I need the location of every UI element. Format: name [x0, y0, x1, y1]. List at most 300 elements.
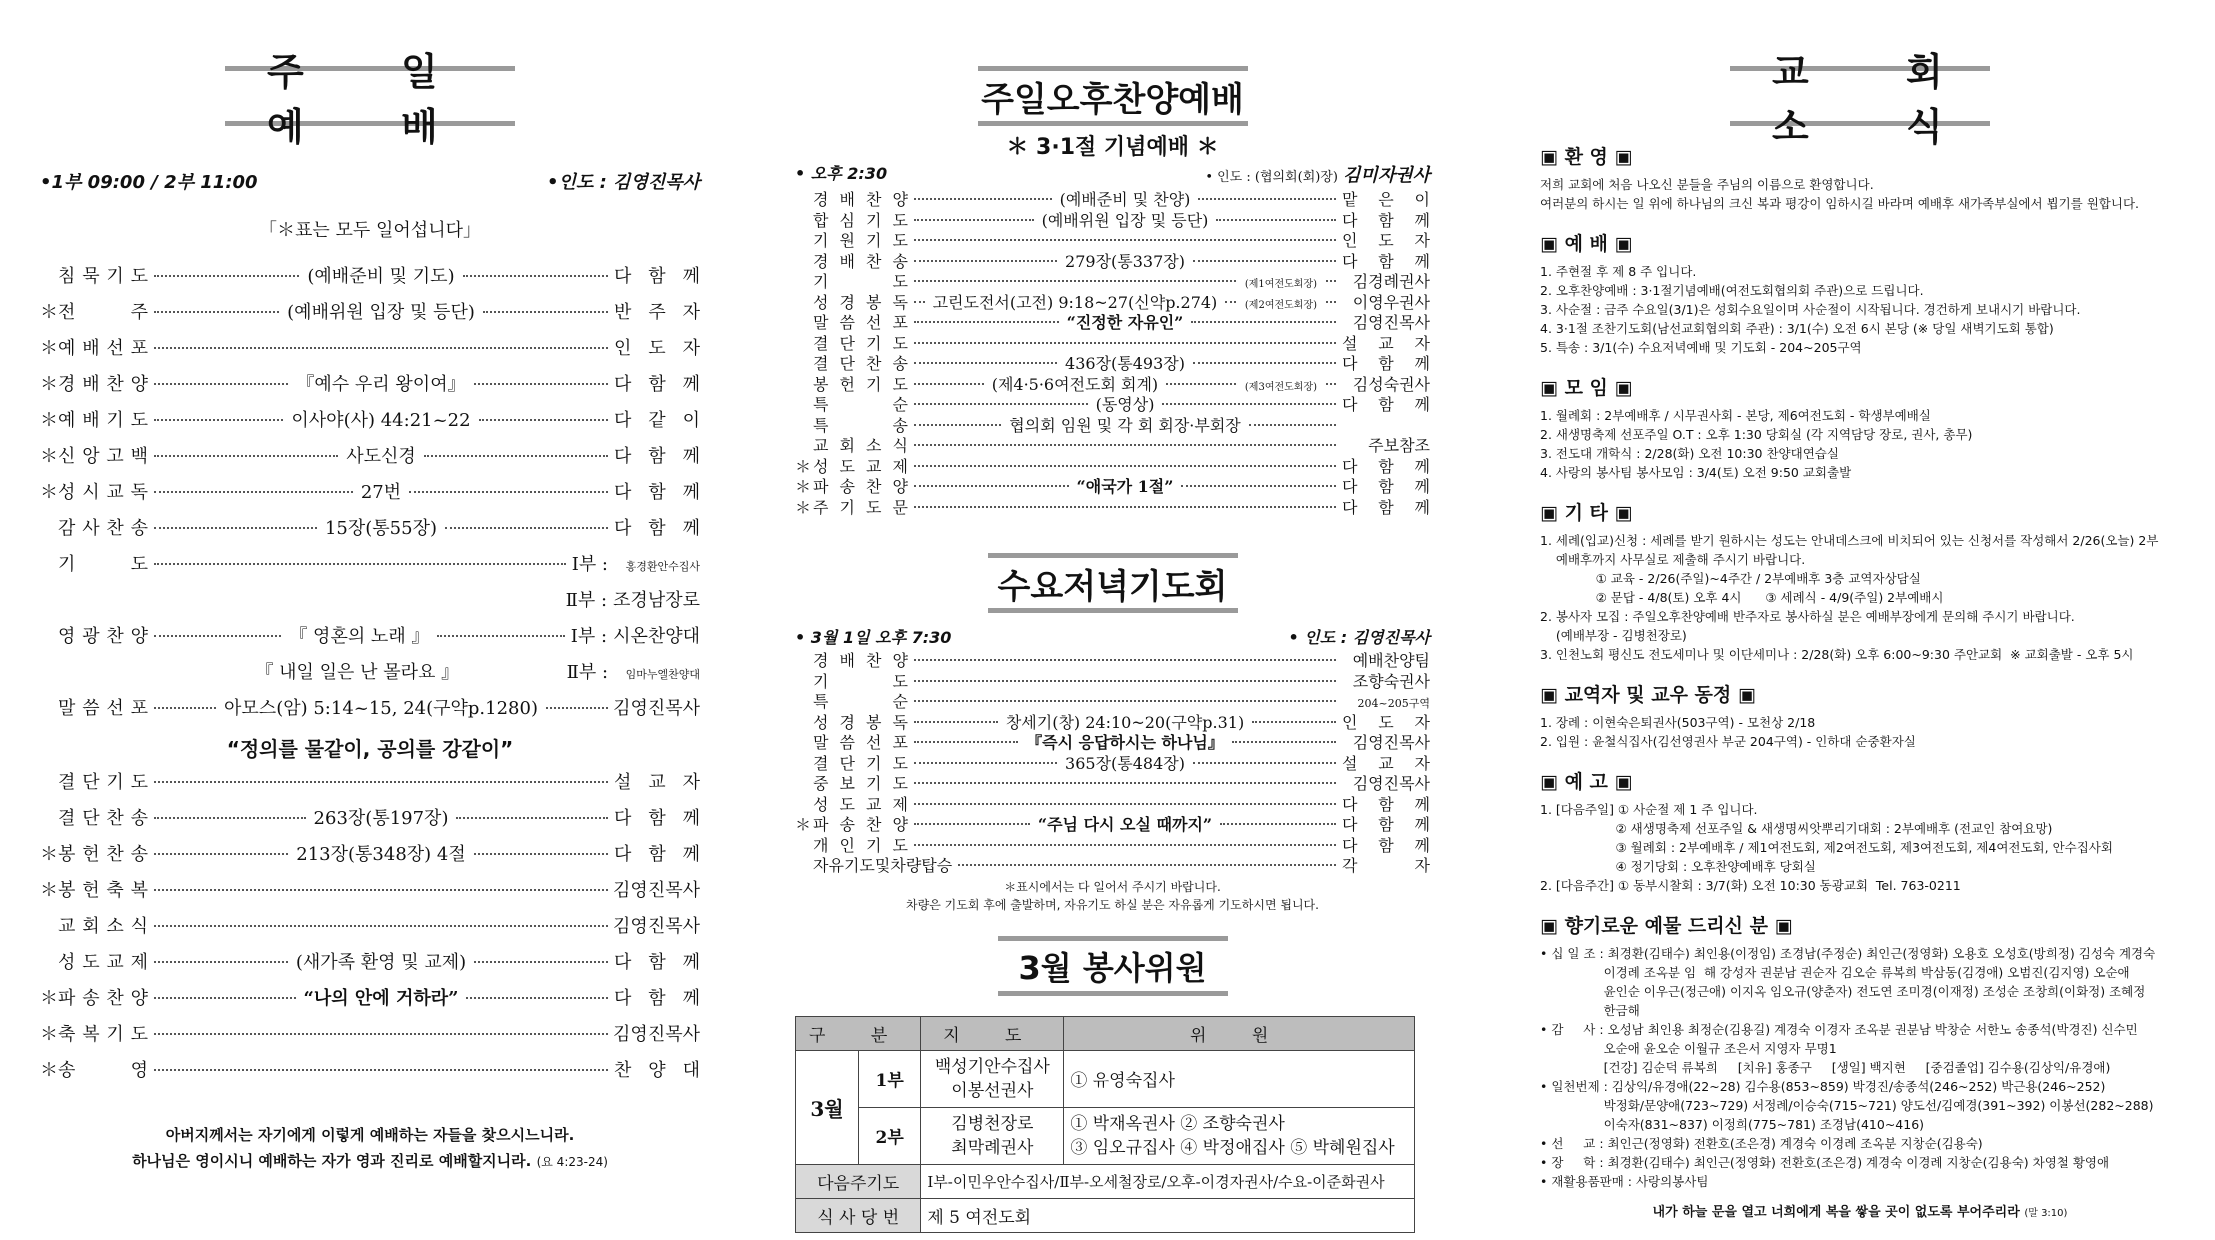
order-content: 고린도전서(고전) 9:18~27(신약p.274): [932, 292, 1218, 312]
order-content: 『예수 우리 왕이여』: [296, 374, 466, 395]
order-person: 찬 양 대: [614, 1060, 700, 1081]
order-row: [795, 413, 1430, 434]
news-line: 2. 입원 : 윤철식집사(김선영권사 부군 204구역) - 인하대 순중환자실: [1540, 734, 1916, 749]
order-label: 결 단 찬 송: [58, 808, 148, 829]
order-content: (예배준비 및 기도): [307, 266, 455, 287]
order-person: 다 함 께: [1342, 815, 1431, 834]
order-content: (동영상): [1095, 395, 1155, 414]
order-row: [795, 269, 1430, 290]
order-label: 특 송: [813, 415, 908, 435]
church-news-title: 교 회 소 식: [1730, 66, 1990, 126]
leader-dots: [1326, 280, 1336, 282]
leader-dots: [914, 680, 1336, 682]
order-row: [795, 310, 1430, 331]
news-line: 박정화/문양애(723~729) 서정례/이승숙(715~721) 양도선/김예경(391~392) 이봉선(282~288): [1540, 1098, 2154, 1113]
leader-dots: [914, 198, 1052, 200]
welcome-section: [1540, 175, 2180, 213]
order-person: 김영진목사: [1352, 313, 1430, 332]
order-row: [40, 876, 700, 912]
news-line: 오순애 윤오순 이월규 조은서 지영자 무명1: [1540, 1041, 1837, 1056]
church-news-column: [1540, 0, 2180, 1220]
order-label: 기 원 기 도: [813, 231, 908, 250]
afternoon-service-info: [795, 161, 1430, 187]
leader-dots: [1232, 741, 1336, 743]
leader-dots: [1326, 301, 1336, 303]
order-content: 279장(통337장): [1065, 251, 1185, 271]
order-label: 특 순: [813, 395, 908, 414]
order-label: 전 주: [58, 302, 148, 323]
order-content: “나의 안에 거하라”: [303, 988, 459, 1009]
news-line: • 감 사 : 오성남 최인용 최정순(김용길) 계경숙 이경자 조옥분 권분남 박창순 서한노 송종석(박경진) 신수민: [1540, 1022, 2138, 1037]
leader-dots: [914, 741, 1018, 743]
order-label: 결 단 찬 송: [813, 354, 908, 373]
leader-dots: [1162, 403, 1336, 405]
service-part: Ⅱ부 :: [565, 590, 608, 611]
leader-dots: [914, 762, 1057, 764]
leader-dots: [154, 817, 306, 819]
news-line: 저희 교회에 처음 나오신 분들을 주님의 이름으로 환영합니다.: [1540, 177, 1874, 192]
order-person: 다 함 께: [614, 374, 700, 395]
sunday-worship-title: 주 일 예 배: [225, 66, 515, 126]
order-label: 봉 헌 기 도: [813, 374, 908, 394]
order-row: [40, 948, 700, 984]
standing-mark: ＊: [40, 880, 58, 901]
leader-dots: [914, 485, 1069, 487]
leader-dots: [154, 1033, 608, 1035]
standing-mark: ＊: [40, 374, 58, 395]
afternoon-worship-title: 주일오후찬양예배: [978, 66, 1248, 126]
order-label: 경 배 찬 양: [813, 651, 908, 670]
order-label: 기 도: [58, 554, 148, 575]
bible-verse: [40, 1122, 700, 1175]
standing-mark: ＊: [40, 482, 58, 503]
order-label: 교 회 소 식: [58, 916, 148, 937]
order-person: 김영진목사: [1352, 774, 1430, 793]
news-line: 예배후까지 사무실로 제출해 주시기 바랍니다.: [1540, 552, 1806, 567]
order-label: 결 단 기 도: [813, 333, 908, 353]
order-person: 다 함 께: [1342, 251, 1430, 271]
order-person: 인 도 자: [1342, 231, 1430, 250]
order-person: 김영진목사: [613, 1024, 700, 1045]
order-label: 자 유 기 도 및 차 량 탑 승: [813, 856, 953, 875]
order-row: [40, 514, 700, 550]
leader-dots: [154, 275, 299, 277]
order-content: 27번: [360, 482, 402, 503]
leader-dots: [914, 403, 1088, 405]
leader-dots: [154, 563, 566, 565]
order-row: [40, 478, 700, 514]
order-row: [795, 812, 1430, 833]
wednesday-notes: ＊표시에서는 다 일어서 주시기 바랍니다. 차량은 기도회 후에 출발하며, 자유기도 하실 분은 자유롭게 기도하시면 됩니다.: [906, 879, 1319, 912]
order-label: 기 도: [813, 671, 908, 691]
leader-dots: [914, 782, 1336, 784]
leader-dots: [914, 362, 1057, 364]
order-person: 주보참조: [1368, 436, 1430, 455]
leader-dots: [445, 527, 608, 529]
order-person: 시온찬양대: [613, 626, 701, 647]
leader-dots: [1225, 301, 1236, 303]
order-row: [795, 187, 1430, 208]
order-row: [40, 804, 700, 840]
order-person: 김영진목사: [613, 698, 701, 719]
leader-dots: [479, 419, 608, 421]
news-line: 3. 전도대 개학식 : 2/28(화) 오전 10:30 찬양대연습실: [1540, 446, 1839, 461]
order-person: 204~205구역: [1357, 697, 1430, 710]
news-body: [1540, 142, 2180, 1220]
leader-dots: [154, 311, 279, 313]
order-person: 다 함 께: [614, 952, 700, 973]
order-row: [795, 351, 1430, 372]
standing-mark: ＊: [40, 988, 58, 1009]
news-line: 2. 봉사자 모집 : 주일오후찬양예배 반주자로 봉사하실 분은 예배부장에게 문의해 주시기 바랍니다.: [1540, 609, 2075, 624]
news-line: 3. 사순절 : 금주 수요일(3/1)은 성회수요일이며 사순절이 시작됩니다. 경건하게 보내시기 바랍니다.: [1540, 302, 2081, 317]
order-row: [40, 622, 700, 658]
order-content: 이사야(사) 44:21~22: [291, 410, 471, 431]
order-content: 『 내일 일은 난 몰라요 』: [255, 662, 460, 683]
order-row: [795, 228, 1430, 249]
order-content: “진정한 자유인”: [1066, 313, 1184, 332]
order-label: 신 앙 고 백: [58, 446, 148, 467]
leader-dots: [1193, 762, 1336, 764]
order-label: 파 송 찬 양: [58, 988, 148, 1009]
order-person: 인 도 자: [1342, 712, 1431, 732]
leader-dots: [1191, 321, 1336, 323]
order-content: 『 영혼의 노래 』: [289, 626, 430, 647]
order-content: 창세기(창) 24:10~20(구약p.31): [1005, 712, 1245, 732]
order-row: [795, 648, 1430, 669]
leader-dots: [463, 275, 608, 277]
order-row: [795, 290, 1430, 311]
sunday-worship-column: [40, 0, 700, 1175]
order-label: 예 배 선 포: [58, 338, 148, 359]
order-person: 다 함 께: [614, 844, 700, 865]
order-content: (제4·5·6여전도회 회계): [991, 374, 1159, 394]
leader-dots: [914, 260, 1057, 262]
leader-dots: [1198, 198, 1336, 200]
leader-dots: [914, 444, 1336, 446]
news-line: 5. 특송 : 3/1(수) 수요저녁예배 및 기도회 - 204~205구역: [1540, 340, 1862, 355]
order-label: 교 회 소 식: [813, 436, 908, 455]
order-person: 설 교 자: [1342, 753, 1430, 773]
service-part: Ⅱ부 :: [566, 662, 609, 683]
news-line: [건강] 김순덕 류복희 [치유] 홍종구 [생일] 백지현 [중검졸업] 김수용(김상익/유경애): [1540, 1060, 2111, 1075]
order-person: 다 같 이: [614, 410, 700, 431]
notice-heading: ▣ 예 고 ▣: [1540, 771, 1633, 793]
leader-dots: [1181, 485, 1336, 487]
wednesday-service-info: [795, 625, 1430, 648]
order-content: (예배준비 및 찬양): [1059, 190, 1191, 209]
order-label: 파 송 찬 양: [813, 477, 908, 496]
order-person: 예배찬양팀: [1352, 651, 1430, 670]
worship-heading: ▣ 예 배 ▣: [1540, 233, 1633, 255]
news-line: 4. 3·1절 조찬기도회(남선교회협의회 주관) : 3/1(수) 오전 6시 본당 (※ 당일 새벽기도회 통합): [1540, 321, 2054, 336]
offering-section: [1540, 944, 2180, 1191]
order-person: 김영진목사: [1352, 733, 1431, 752]
order-content: “애국가 1절”: [1076, 477, 1174, 496]
leader-dots: [154, 527, 317, 529]
order-row: [40, 1056, 700, 1092]
order-label: 말 씀 선 포: [58, 698, 148, 719]
order-label: 기 도: [813, 272, 908, 291]
order-row: [40, 658, 700, 694]
standing-note: 「＊표는 모두 일어섭니다」: [259, 220, 481, 241]
leader-dots: [456, 817, 608, 819]
leader-dots: [154, 997, 296, 999]
order-label: 파 송 찬 양: [813, 815, 908, 834]
leader-dots: [914, 280, 1236, 282]
news-line: 4. 사랑의 봉사팀 봉사모임 : 3/4(토) 오전 9:50 교회출발: [1540, 465, 1852, 480]
leader-dots: [914, 301, 925, 303]
order-person: 다 함 께: [1342, 395, 1431, 414]
order-row: [795, 853, 1430, 874]
march-volunteers-title: 3월 봉사위원: [998, 936, 1228, 996]
news-line: 3. 인천노회 평신도 전도세미나 및 이단세미나 : 2/28(화) 오후 6:00~9:30 주안교회 ※ 교회출발 - 오후 5시: [1540, 647, 2134, 662]
order-row: [40, 694, 700, 730]
order-person: 조향숙권사: [1352, 671, 1430, 691]
order-row: [795, 730, 1430, 751]
order-label: 성 경 봉 독: [813, 712, 908, 732]
order-person: 맡 은 이: [1342, 190, 1431, 209]
leader-dots: [914, 321, 1059, 323]
order-of-worship-2: [40, 768, 700, 1092]
sermon-title: “정의를 물같이, 공의를 강같이”: [226, 737, 514, 761]
news-line: 윤인순 이우근(정근애) 이지옥 임오규(양춘자) 전도연 조미경(이재정) 조성순 조창희(이화정) 조혜정: [1540, 984, 2146, 999]
news-line: (예배부장 - 김병천장로): [1540, 628, 1687, 643]
news-line: 1. 세례(입교)신청 : 세례를 받기 원하시는 성도는 안내데스크에 비치되어 있는 신청서를 작성해서 2/26(오늘) 2부: [1540, 533, 2159, 548]
leader-dots: [474, 961, 608, 963]
news-line: ① 교육 - 2/26(주일)~4주간 / 2부예배후 3층 교역자상담실: [1540, 571, 1921, 586]
order-content: (예배위원 입장 및 등단): [1041, 210, 1209, 230]
leader-dots: [1220, 823, 1336, 825]
order-label: 결 단 기 도: [58, 772, 148, 793]
order-person: 설 교 자: [1342, 333, 1430, 353]
leader-dots: [154, 347, 608, 349]
afternoon-time: • 오후 2:30: [795, 164, 888, 183]
order-person: 김영진목사: [613, 880, 700, 901]
order-label: 합 심 기 도: [813, 210, 908, 230]
leader-dots: [1252, 721, 1336, 723]
leader-dots: [914, 342, 1336, 344]
order-label: 예 배 기 도: [58, 410, 148, 431]
etc-heading: ▣ 기 타 ▣: [1540, 502, 1633, 524]
order-person: 다 함 께: [614, 808, 700, 829]
afternoon-leader: • 인도 : (협의회(회)장) 김미자권사: [1205, 165, 1430, 186]
order-person: 다 함 께: [1342, 210, 1431, 230]
role-note: (제3여전도회장): [1244, 381, 1318, 393]
leader-dots: [1326, 383, 1336, 385]
wednesday-leader: • 인도 : 김영진목사: [1288, 628, 1430, 647]
leader-dots: [154, 961, 288, 963]
news-line: 이숙자(831~837) 이정희(775~781) 조경남(410~416): [1540, 1117, 1925, 1132]
order-person: 임마누엘찬양대: [625, 668, 701, 681]
order-person: 홍경환안수집사: [625, 560, 700, 573]
order-label: 성 도 교 제: [813, 794, 908, 814]
standing-mark: ＊: [795, 497, 812, 517]
leader-dots: [1249, 424, 1336, 426]
leader-dots: [914, 803, 1336, 805]
order-row: [795, 249, 1430, 270]
volunteers-table: 구 분 지 도 위 원 3월 1부 백성기안수집사 이봉선권사 ① 유영숙집사 2부 김병천장로 최막례권사 ① 박재옥권사 ② 조향숙권사 ③ 임오규집사 ④ 박정애집사 ⑤ 박혜원집사 다음주기도 Ⅰ부-이민우안수집사/Ⅱ부-오세철장로/오후-이경자권사/수요-이준화권사 식 사 당 번 제 5 여전도회: [795, 1016, 1415, 1233]
order-person: 김영진목사: [613, 916, 700, 937]
leader-dots: [154, 781, 608, 783]
leader-dots: [1166, 383, 1236, 385]
order-row: [40, 262, 700, 298]
order-content: (예배위원 입장 및 등단): [287, 302, 475, 323]
order-row: [40, 442, 700, 478]
order-label: 침 묵 기 도: [58, 266, 148, 287]
order-label: 봉 헌 축 복: [58, 880, 148, 901]
order-person: 다 함 께: [1342, 835, 1430, 855]
order-content: 협의회 임원 및 각 회 회장·부회장: [1009, 415, 1241, 435]
order-row: [795, 208, 1430, 229]
news-line: • 일천번제 : 김상익/유경애(22~28) 김수용(853~859) 박경진/송종석(246~252) 박근용(246~252): [1540, 1079, 2106, 1094]
order-content: “주님 다시 오실 때까지”: [1037, 815, 1213, 834]
news-line: • 십 일 조 : 최경환(김태수) 최인용(이정임) 조경남(주정순) 최인근(정영화) 오용호 오성호(방희정) 김성숙 계경숙: [1540, 946, 2156, 961]
order-content: 263장(통197장): [313, 808, 449, 829]
order-row: [795, 689, 1430, 710]
order-row: [795, 771, 1430, 792]
order-person: 조경남장로: [613, 590, 700, 611]
afternoon-order: [795, 187, 1430, 515]
order-row: [40, 912, 700, 948]
order-row: [795, 751, 1430, 772]
order-person: 김성숙권사: [1352, 374, 1431, 394]
order-label: 송 영: [58, 1060, 148, 1081]
standing-mark: ＊: [40, 410, 58, 431]
order-label: 성 시 교 독: [58, 482, 148, 503]
order-content: 213장(통348장) 4절: [296, 844, 466, 865]
order-row: [795, 474, 1430, 495]
afternoon-worship-column: [795, 0, 1430, 1233]
order-person: 다 함 께: [614, 266, 700, 287]
leader-dots: [154, 889, 608, 891]
order-label: 감 사 찬 송: [58, 518, 148, 539]
leader-dots: [914, 700, 1336, 702]
order-person: 반 주 자: [614, 302, 700, 323]
order-label: 성 도 교 제: [813, 456, 908, 476]
order-row: [40, 298, 700, 334]
worship-section: [1540, 262, 2180, 357]
order-row: [795, 710, 1430, 731]
order-row: [795, 392, 1430, 413]
standing-mark: ＊: [40, 1060, 58, 1081]
leader-dots: [958, 864, 1336, 866]
order-person: 다 함 께: [1342, 794, 1430, 814]
order-label: 특 순: [813, 692, 908, 711]
leader-dots: [154, 383, 288, 385]
leader-dots: [914, 219, 1034, 221]
service-info: [40, 168, 700, 194]
news-line: • 장 학 : 최경환(김태수) 최인근(정영화) 전환호(조은경) 계경숙 이경례 지창순(김용숙) 차영철 황영애: [1540, 1155, 2110, 1170]
leader-dots: [466, 997, 608, 999]
order-label: 성 경 봉 독: [813, 292, 908, 312]
news-line: 1. 장례 : 이현숙은퇴권사(503구역) - 모천상 2/18: [1540, 715, 1816, 730]
order-person: 다 함 께: [614, 988, 700, 1009]
order-content: 436장(통493장): [1065, 354, 1185, 373]
order-label: 봉 헌 찬 송: [58, 844, 148, 865]
leader-dots: [474, 853, 608, 855]
role-note: (제2여전도회장): [1244, 299, 1318, 311]
order-row: [40, 550, 700, 586]
leader-dots: [154, 419, 283, 421]
order-row: [795, 372, 1430, 393]
order-content: (새가족 환영 및 교제): [295, 952, 467, 973]
leader-dots: [1193, 260, 1336, 262]
verse-line-2: 하나님은 영이시니 예배하는 자가 영과 진리로 예배할지니라. (요 4:23-24): [132, 1152, 608, 1170]
order-person: 이영우권사: [1352, 292, 1431, 312]
order-row: [795, 454, 1430, 475]
closing-verse: 내가 하늘 문을 열고 너희에게 복을 쌓을 곳이 없도록 부어주리라 (말 3:10): [1652, 1205, 2068, 1220]
standing-mark: ＊: [40, 446, 58, 467]
news-line: ② 문답 - 4/8(토) 오후 4시 ③ 세례식 - 4/9(주일) 2부예배시: [1540, 590, 1944, 605]
leader-dots: [154, 853, 288, 855]
news-line: 2. [다음주간] ① 동부시찰회 : 3/7(화) 오전 10:30 동광교회 Tel. 763-0211: [1540, 878, 1961, 893]
order-row: [40, 840, 700, 876]
standing-mark: ＊: [40, 338, 58, 359]
order-label: 중 보 기 도: [813, 774, 908, 793]
leader-dots: [914, 465, 1336, 467]
memorial-subtitle: ＊ 3·1절 기념예배 ＊: [1006, 135, 1219, 160]
wednesday-order: [795, 648, 1430, 874]
standing-mark: ＊: [795, 456, 812, 476]
meeting-heading: ▣ 모 임 ▣: [1540, 377, 1633, 399]
news-line: • 재활용품판매 : 사랑의봉사팀: [1540, 1174, 1709, 1189]
order-content: 『즉시 응답하시는 하나님』: [1026, 733, 1224, 752]
order-of-worship: [40, 262, 700, 730]
leader-dots: [154, 1069, 608, 1071]
role-note: (제1여전도회장): [1244, 279, 1317, 290]
news-line: 여러분의 하시는 일 위에 하나님의 크신 복과 평강이 임하시길 바라며 예배후 새가족부실에서 뵙기를 원합니다.: [1540, 196, 2140, 211]
news-line: 1. 월례회 : 2부예배후 / 시무권사회 - 본당, 제6여전도회 - 학생부예배실: [1540, 408, 1931, 423]
leader-dots: [914, 239, 1336, 241]
news-line: ③ 월례회 : 2부예배후 / 제1여전도회, 제2여전도회, 제3여전도회, 제4여전도회, 안수집사회: [1540, 840, 2113, 855]
order-row: [40, 984, 700, 1020]
order-row: [40, 334, 700, 370]
order-label: 영 광 찬 양: [58, 626, 148, 647]
order-row: [795, 669, 1430, 690]
order-label: 말 씀 선 포: [813, 733, 908, 752]
service-time: •1부 09:00 / 2부 11:00: [40, 172, 258, 193]
order-person: 다 함 께: [1342, 456, 1430, 476]
order-person: 다 함 께: [1342, 477, 1430, 496]
leader-dots: [546, 707, 608, 709]
month-cell: 3월: [796, 1050, 859, 1164]
news-line: 한금해: [1540, 1003, 1640, 1018]
order-row: [40, 1020, 700, 1056]
order-row: [40, 768, 700, 804]
order-label: 주 기 도 문: [813, 497, 908, 517]
news-line: 1. 주현절 후 제 8 주 입니다.: [1540, 264, 1697, 279]
standing-mark: ＊: [40, 1024, 58, 1045]
leader-dots: [914, 383, 984, 385]
leader-dots: [437, 635, 564, 637]
standing-mark: ＊: [795, 477, 812, 496]
service-leader: •인도 : 김영진목사: [547, 172, 700, 193]
leader-dots: [914, 506, 1336, 508]
order-row: [795, 833, 1430, 854]
leader-dots: [154, 635, 281, 637]
members-news-heading: ▣ 교역자 및 교우 동정 ▣: [1540, 684, 1756, 706]
offering-heading: ▣ 향기로운 예물 드리신 분 ▣: [1540, 915, 1793, 937]
wednesday-prayer-title: 수요저녁기도회: [988, 553, 1238, 613]
order-person: 다 함 께: [614, 518, 700, 539]
order-person: 다 함 께: [614, 446, 700, 467]
etc-section: [1540, 531, 2180, 664]
order-person: 다 함 께: [1342, 354, 1430, 373]
order-row: [795, 792, 1430, 813]
leader-dots: [914, 659, 1336, 661]
order-row: [795, 331, 1430, 352]
